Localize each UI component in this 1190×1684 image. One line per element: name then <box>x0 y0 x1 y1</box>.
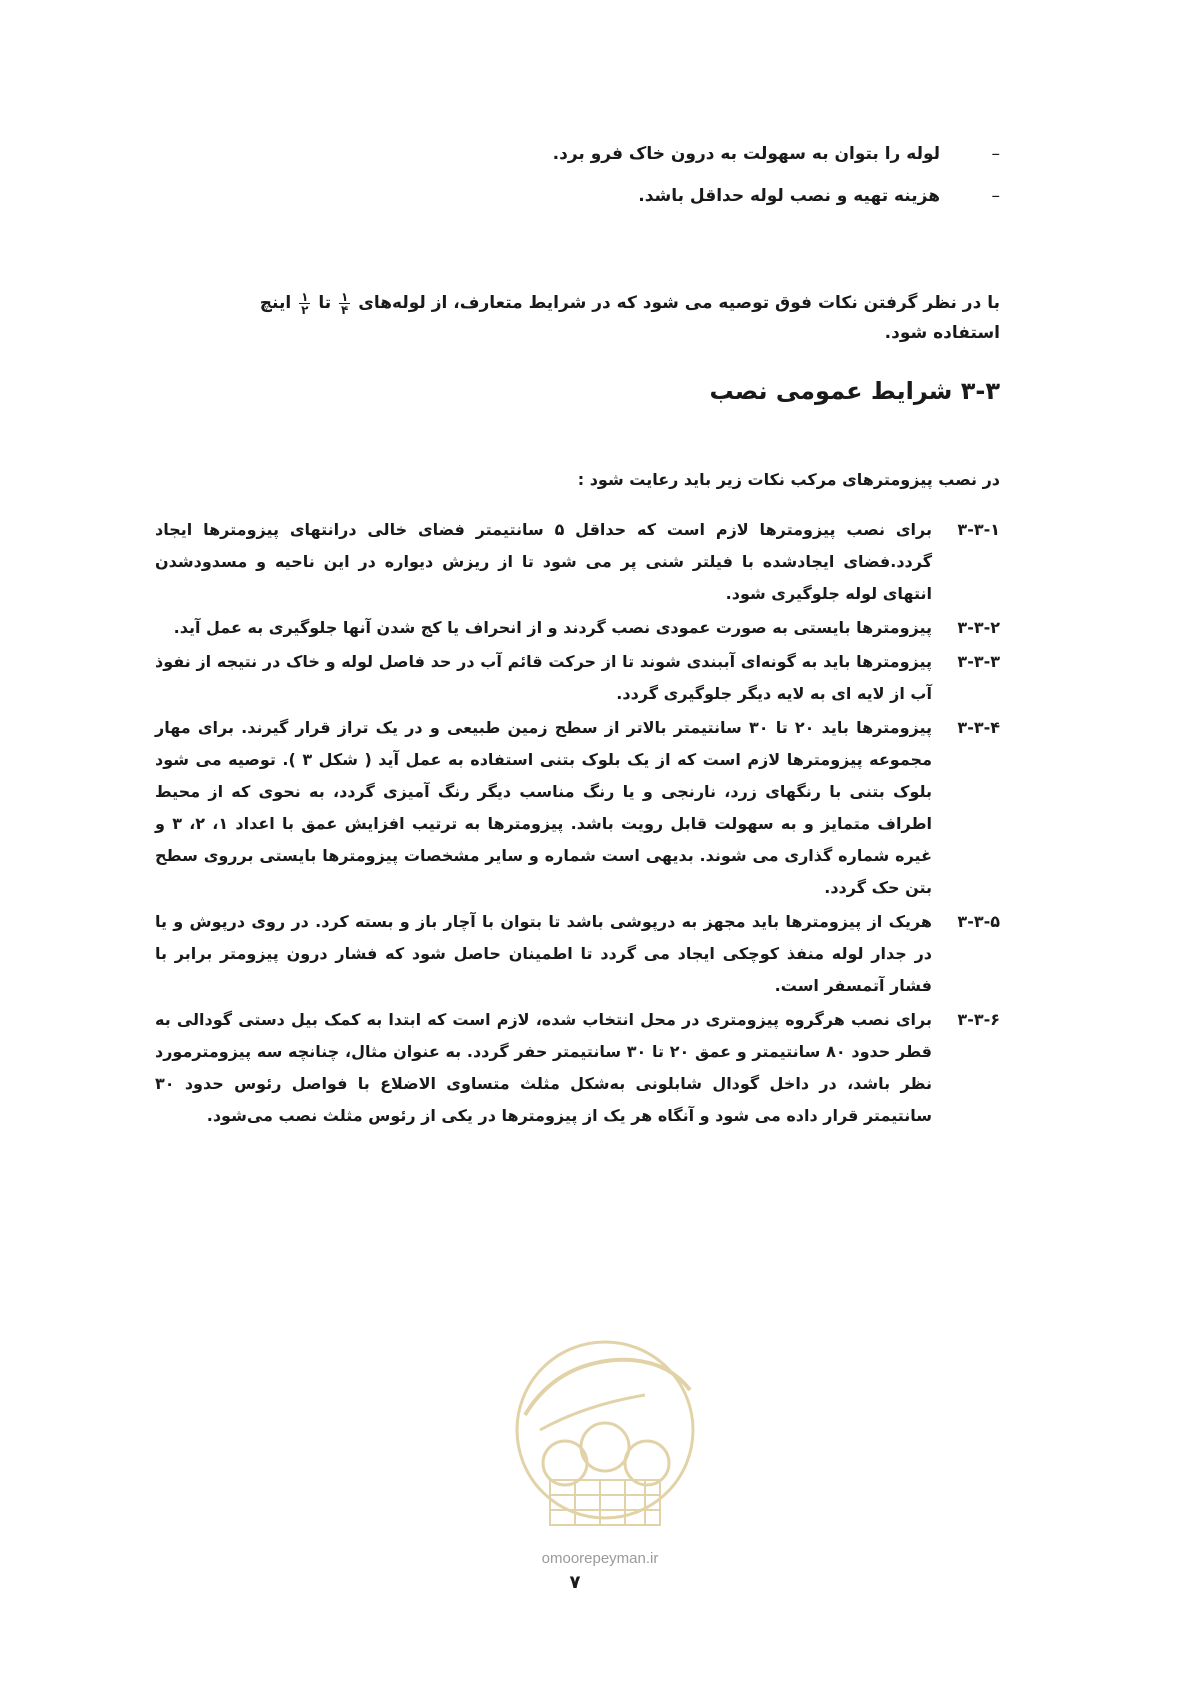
item-number: ۳-۳-۴ <box>957 718 1000 737</box>
item-number: ۳-۳-۳ <box>957 652 1000 671</box>
list-item <box>155 1004 1000 1132</box>
bullet-marker: – <box>991 186 1000 206</box>
bullet-text: هزینه تهیه و نصب لوله حداقل باشد. <box>638 186 940 206</box>
item-number: ۳-۳-۶ <box>957 1010 1000 1029</box>
item-text: پیزومترها باید ۲۰ تا ۳۰ سانتیمتر بالاتر از سطح زمین طبیعی و در یک تراز قرار گیرند. برای مهار مجموعه پیزومترها لازم است که از یک بلوک بتنی استفاده به عمل آید ( شکل ۳ ). توصیه می شود بلوک بتنی با رنگهای زرد، نارنجی و یا رنگ مناسب دیگر رنگ آمیزی گردد، به نحوی که از محیط اطراف متمایز و به سهولت قابل رویت باشد. پیزومترها به ترتیب افزایش عمق با اعداد ۱، ۲، ۳ و غیره شماره گذاری می شوند. بدیهی است شماره و سایر مشخصات پیزومترها بایستی برروی سطح بتن حک گردد. <box>155 718 933 897</box>
list-item <box>155 906 1000 1002</box>
fraction-one-half <box>299 291 310 316</box>
item-number: ۳-۳-۲ <box>957 618 1000 637</box>
fraction-denominator: ۴ <box>341 302 349 317</box>
lead-paragraph: در نصب پیزومترهای مرکب نکات زیر باید رعایت شود : <box>577 470 1000 489</box>
list-item <box>155 514 1000 610</box>
bullet-marker: – <box>991 144 1000 164</box>
item-text: برای نصب پیزومترها لازم است که حداقل ۵ سانتیمتر فضای خالی درانتهای پیزومترها ایجاد گردد.فضای ایجاد‌شده با فیلتر شنی پر می شود تا از ریزش دیواره در این ناحیه و مسدودشدن انتهای لوله جلوگیری شود. <box>155 520 932 603</box>
item-text: پیزومترها باید به گونه‌ای آببندی شوند تا از حرکت قائم آب در حد فاصل لوله و خاک در نتیجه از نفوذ آب از لایه ای به لایه دیگر جلوگیری گردد. <box>155 652 932 703</box>
item-number: ۳-۳-۱ <box>957 520 1000 539</box>
fraction-numerator: ۱ <box>301 289 309 304</box>
intro-text-after: اینچ استفاده شود. <box>259 293 1000 343</box>
watermark-logo-icon <box>495 1335 715 1535</box>
numbered-list <box>155 514 1000 1134</box>
fraction-one-quarter <box>339 291 350 316</box>
bullet-item <box>180 140 1000 168</box>
fraction-denominator: ۲ <box>301 302 309 317</box>
bullet-item <box>180 182 1000 210</box>
intro-text-middle: تا <box>318 293 332 313</box>
list-item <box>155 612 1000 644</box>
list-item <box>155 712 1000 904</box>
item-number: ۳-۳-۵ <box>957 912 1000 931</box>
item-text: هریک از پیزومترها باید مجهز به درپوشی باشد تا بتوان با آچار باز و بسته کرد. در روی درپوش و یا در جدار لوله منفذ کوچکی ایجاد می گردد تا اطمینان حاصل شود که فشار درون پیزومتر برابر با فشار آتمسفر است. <box>155 912 932 995</box>
page-number: ۷ <box>569 1572 581 1593</box>
fraction-numerator: ۱ <box>341 289 349 304</box>
bullet-text: لوله را بتوان به سهولت به درون خاک فرو برد. <box>552 144 940 164</box>
list-item <box>155 646 1000 710</box>
item-text: برای نصب هرگروه پیزومتری در محل انتخاب شده، لازم است که ابتدا به کمک بیل دستی گودالی به قطر حدود ۸۰ سانتیمتر و عمق ۲۰ تا ۳۰ سانتیمتر حفر گردد. به عنوان مثال، چنانچه سه پیزومترمورد نظر باشد، در داخل گودال شابلونی به‌شکل مثلث متساوی الاضلاع با فواصل رئوس حدود ۳۰ سانتیمتر قرار داده می شود و آنگاه هر یک از پیزومترها در یکی از رئوس مثلث نصب می‌شود. <box>155 1010 933 1125</box>
intro-text-before: با در نظر گرفتن نکات فوق توصیه می شود که در شرایط متعارف، از لوله‌های <box>358 293 1000 313</box>
intro-paragraph <box>200 288 1000 348</box>
section-heading: ۳-۳ شرایط عمومی نصب <box>709 377 1000 405</box>
item-text: پیزومترها بایستی به صورت عمودی نصب گردند و از انحراف یا کج شدن آنها جلوگیری به عمل آید. <box>173 618 932 637</box>
watermark-url: omoorepeyman.ir <box>541 1550 659 1567</box>
